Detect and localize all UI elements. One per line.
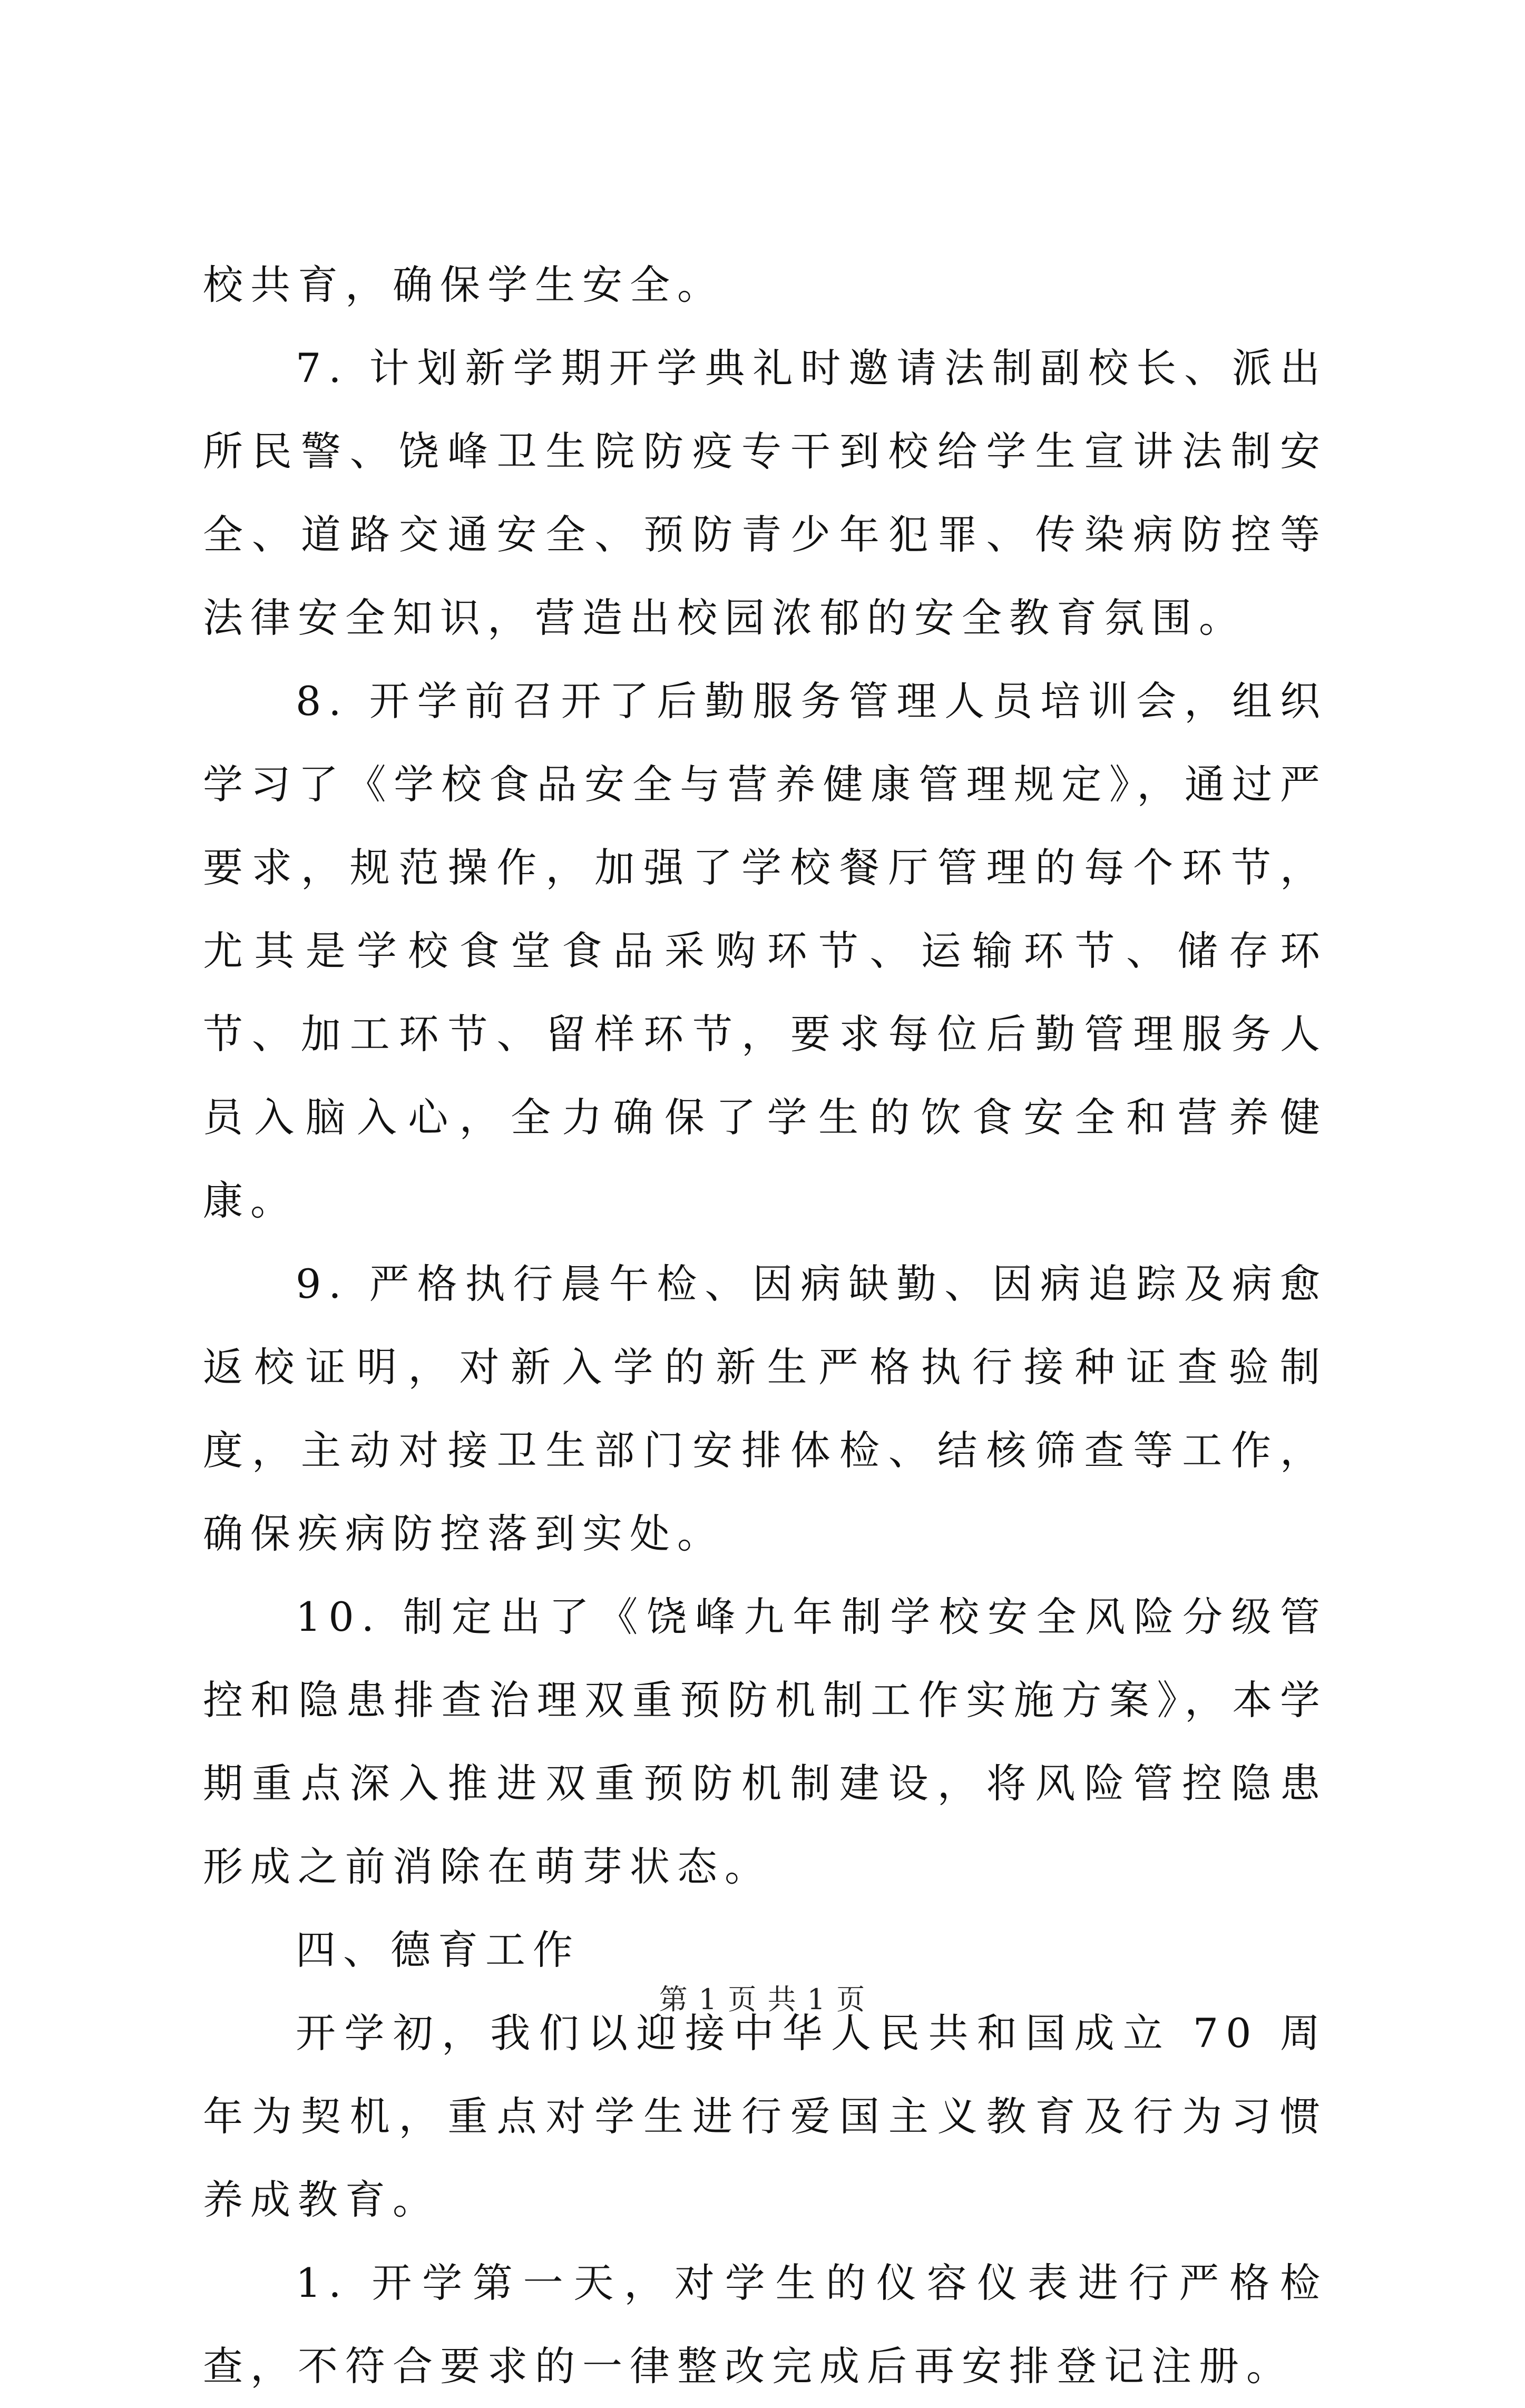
body-text xyxy=(203,243,1327,2408)
paragraph-item-7: 7. 计划新学期开学典礼时邀请法制副校长、派出所民警、饶峰卫生院防疫专干到校给学生宣讲法制安全、道路交通安全、预防青少年犯罪、传染病防控等法律安全知识，营造出校园浓郁的安全教育氛围。 xyxy=(203,345,1327,641)
section-heading-moral-education: 四、德育工作 xyxy=(296,1926,580,1973)
paragraph-item-8: 8. 开学前召开了后勤服务管理人员培训会，组织学习了《学校食品安全与营养健康管理规定》，通过严要求，规范操作，加强了学校餐厅管理的每个环节，尤其是学校食堂食品采购环节、运输环节、储存环节、加工环节、留样环节，要求每位后勤管理服务人员入脑入心，全力确保了学生的饮食安全和营养健康。 xyxy=(203,678,1327,1224)
paragraph-continuation: 校共育，确保学生安全。 xyxy=(203,261,725,308)
paragraph-intro: 开学初，我们以迎接中华人民共和国成立 70 周年为契机，重点对学生进行爱国主义教育及行为习惯养成教育。 xyxy=(203,2010,1327,2223)
paragraph-item-9: 9. 严格执行晨午检、因病缺勤、因病追踪及病愈返校证明，对新入学的新生严格执行接种证查验制度，主动对接卫生部门安排体检、结核筛查等工作，确保疾病防控落到实处。 xyxy=(203,1260,1327,1557)
paragraph-item-1: 1. 开学第一天，对学生的仪容仪表进行严格检查，不符合要求的一律整改完成后再安排登记注册。 xyxy=(203,2259,1327,2390)
paragraph-item-10: 10. 制定出了《饶峰九年制学校安全风险分级管控和隐患排查治理双重预防机制工作实施方案》，本学期重点深入推进双重预防机制建设，将风险管控隐患形成之前消除在萌芽状态。 xyxy=(203,1593,1327,1890)
page-footer: 第 1 页 共 1 页 xyxy=(659,1983,866,2016)
